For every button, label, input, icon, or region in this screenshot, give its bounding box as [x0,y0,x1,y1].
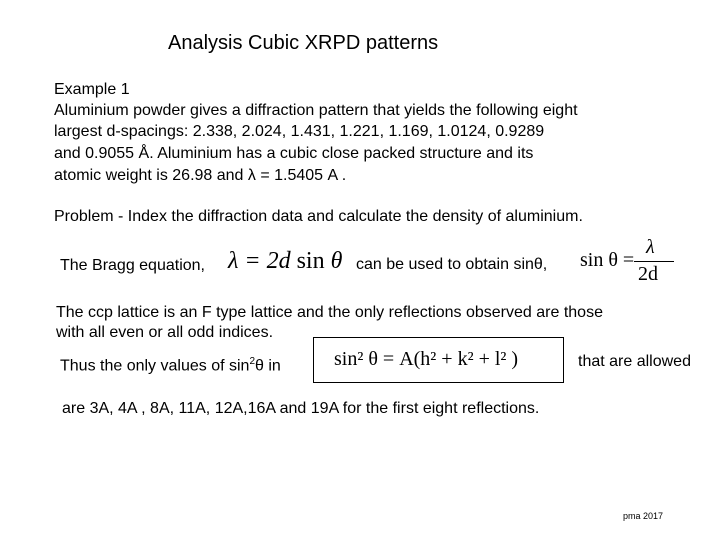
footer-credit: pma 2017 [623,511,664,521]
fraction-bar [634,261,674,262]
allowed-prefix-sup: 2 [249,356,255,367]
allowed-suffix: that are allowed [578,353,691,370]
page-title: Analysis Cubic XRPD patterns [168,32,439,54]
bragg-intro: The Bragg equation, [60,257,205,274]
intensity-equation: sin² θ = A(h² + k² + l² ) [334,348,519,370]
intensity-equation-box [313,337,564,383]
example-line: largest d-spacings: 2.338, 2.024, 1.431, 1.221, 1.169, 1.0124, 0.9289 [54,123,545,140]
ccp-line: with all even or all odd indices. [56,324,274,341]
example-heading: Example 1 [54,81,130,98]
example-line: atomic weight is 26.98 and λ = 1.5405 A . [54,167,347,184]
bragg-equation-fn: sin [296,248,325,274]
example-line: and 0.9055 Å. Aluminium has a cubic close packed structure and its [54,145,534,162]
fraction-denominator: 2d [638,263,658,285]
fraction-numerator: λ [646,236,655,258]
allowed-prefix-end: θ in [255,357,281,375]
bragg-equation-theta: θ [330,248,343,274]
fraction-lhs: sin θ = [580,249,635,271]
sin-theta-fraction [580,236,680,286]
allowed-prefix [60,352,281,376]
ccp-line: The ccp lattice is an F type lattice and the only reflections observed are those [56,304,603,321]
allowed-conclusion: are 3A, 4A , 8A, 11A, 12A,16A and 19A for the first eight reflections. [62,400,540,417]
problem-statement: Problem - Index the diffraction data and calculate the density of aluminium. [54,208,583,225]
bragg-equation [228,248,342,275]
example-line: Aluminium powder gives a diffraction pattern that yields the following eight [54,102,578,119]
bragg-equation-lhs: λ = 2d [228,248,291,274]
allowed-prefix-text: Thus the only values of sin [60,357,250,375]
bragg-middle: can be used to obtain sinθ, [356,256,548,273]
